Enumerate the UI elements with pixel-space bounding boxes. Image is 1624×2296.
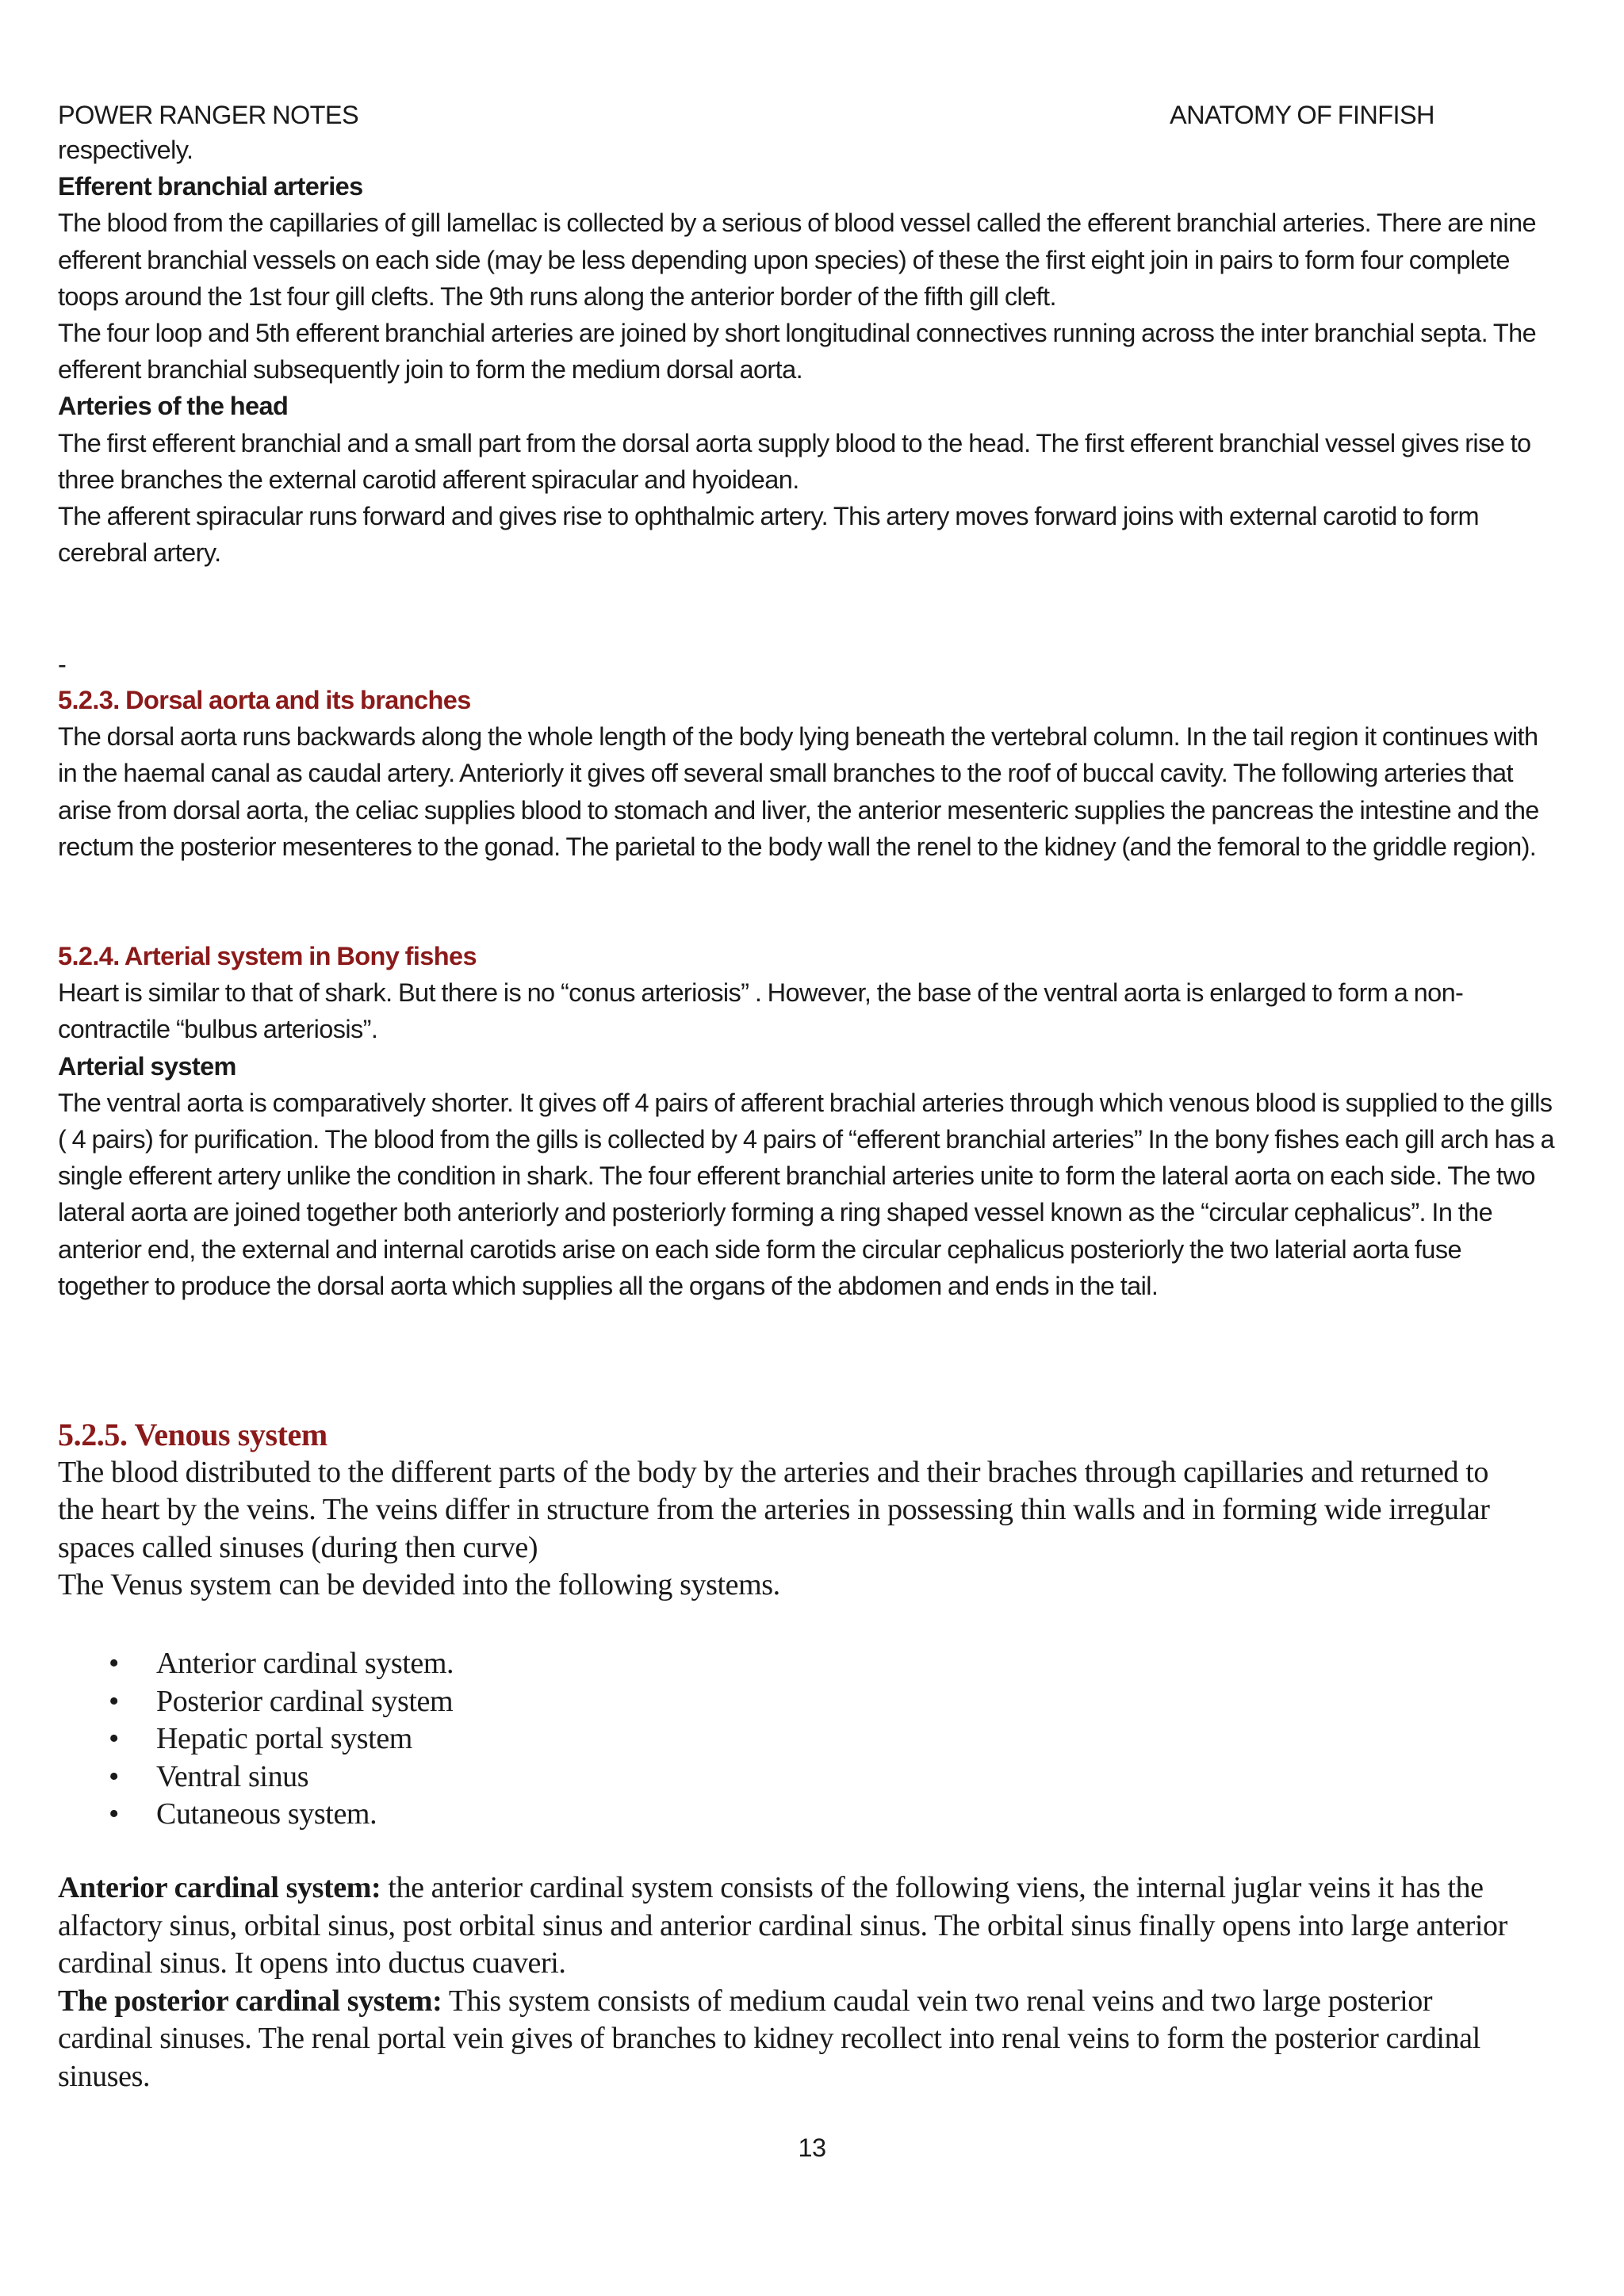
list-item: • Cutaneous system. — [58, 1796, 1485, 1834]
paragraph-posterior-cardinal — [58, 1983, 1529, 2096]
bullet-icon: • — [109, 1684, 119, 1718]
posterior-cardinal-label: The posterior cardinal system: — [58, 1984, 442, 2018]
header-left-title: POWER RANGER NOTES — [58, 101, 359, 129]
dash-marker — [58, 646, 1557, 683]
paragraph-respectively: respectively. — [58, 136, 193, 164]
section-5-2-4 — [58, 938, 1557, 1304]
anterior-cardinal-text: the anterior cardinal system consists of the following viens, the internal juglar veins it has the alfactory sinus, orbital sinus, post orbital sinus and anterior cardinal sinus. The orbital sinus finally opens into large anterior cardinal sinus. It opens into ductus cuaveri. — [58, 1871, 1507, 1980]
list-item: • Posterior cardinal system — [58, 1683, 1485, 1721]
bullet-icon: • — [109, 1647, 119, 1680]
paragraph-5-2-5-1: The blood distributed to the different parts of the body by the arteries and their braches through capillaries and returned to the heart by the veins. The veins differ in structure from the arteries in possessing thin walls and in forming wide irregular spaces called sinuses (during then curve) — [58, 1455, 1490, 1564]
anterior-cardinal-label: Anterior cardinal system: — [58, 1871, 381, 1904]
heading-5-2-4: 5.2.4. Arterial system in Bony fishes — [58, 942, 477, 970]
list-item: • Ventral sinus — [58, 1758, 1485, 1797]
venous-systems-list — [58, 1645, 1485, 1834]
paragraph-5-2-3: The dorsal aorta runs backwards along the whole length of the body lying beneath the vertebral column. In the tail region it continues with in the haemal canal as caudal artery. Anteriorly it gives off several small branches to the roof of buccal cavity. The following arteries that arise from dorsal aorta, the celiac supplies blood to stomach and liver, the anterior mesenteric supplies the pancreas the intestine and the rectum the posterior mesenteres to the gonad. The parietal to the body wall the renel to the kidney (and the femoral to the griddle region). — [58, 722, 1539, 861]
bullet-icon: • — [109, 1797, 119, 1831]
posterior-cardinal-text: This system consists of medium caudal vein two renal veins and two large posterior cardinal sinuses. The renal portal vein gives of branches to kidney recollect into renal veins to form the posterior cardinal sinuses. — [58, 1984, 1480, 2093]
heading-efferent-branchial: Efferent branchial arteries — [58, 172, 363, 201]
bullet-icon: • — [109, 1759, 119, 1793]
dash-text: - — [58, 650, 67, 679]
page-number: 13 — [798, 2133, 826, 2162]
paragraph-5-2-5-2: The Venus system can be devided into the following systems. — [58, 1568, 780, 1601]
page-header — [58, 97, 1450, 133]
bullet-icon: • — [109, 1722, 119, 1755]
section-5-2-3 — [58, 682, 1557, 865]
top-section — [58, 132, 1557, 571]
paragraph-head-1: The first efferent branchial and a small part from the dorsal aorta supply blood to the head. The first efferent branchial vessel gives rise to three branches the external carotid afferent spiracular and hyoidean. — [58, 428, 1531, 494]
header-right-title: ANATOMY OF FINFISH — [1170, 101, 1434, 129]
list-item: • Anterior cardinal system. — [58, 1645, 1485, 1683]
paragraph-arterial-system: The ventral aorta is comparatively shorter. It gives off 4 pairs of afferent brachial arteries through which venous blood is supplied to the gills ( 4 pairs) for purification. The blood from the gills is collected by 4 pairs of “efferent branchial arteries” In the bony fishes each gill arch has a single efferent artery unlike the condition in shark. The four efferent branchial arteries unite to form the lateral aorta on each side. The two lateral aorta are joined together both anteriorly and posteriorly forming a ring shaped vessel known as the “circular cephalicus”. In the anterior end, the external and internal carotids arise on each side form the circular cephalicus posteriorly the two laterial aorta fuse together to produce the dorsal aorta which supplies all the organs of the abdomen and ends in the tail. — [58, 1088, 1554, 1300]
paragraph-anterior-cardinal — [58, 1869, 1529, 1983]
heading-arteries-head: Arteries of the head — [58, 392, 289, 421]
heading-arterial-system: Arterial system — [58, 1051, 236, 1081]
paragraph-head-2: The afferent spiracular runs forward and gives rise to ophthalmic artery. This artery moves forward joins with external carotid to form cerebral artery. — [58, 502, 1480, 568]
section-5-2-5 — [58, 1416, 1529, 1605]
list-item: • Hepatic portal system — [58, 1720, 1485, 1758]
cardinal-systems — [58, 1869, 1529, 2095]
paragraph-efferent-2: The four loop and 5th efferent branchial arteries are joined by short longitudinal connectives running across the inter branchial septa. The efferent branchial subsequently join to form the medium dorsal aorta. — [58, 319, 1537, 385]
heading-5-2-3: 5.2.3. Dorsal aorta and its branches — [58, 686, 471, 714]
paragraph-5-2-4: Heart is similar to that of shark. But there is no “conus arteriosis” . However, the base of the ventral aorta is enlarged to form a non-contractile “bulbus arteriosis”. — [58, 978, 1464, 1044]
paragraph-efferent-1: The blood from the capillaries of gill lamellac is collected by a serious of blood vessel called the efferent branchial arteries. There are nine efferent branchial vessels on each side (may be less depending upon species) of these the first eight join in pairs to form four complete toops around the 1st four gill clefts. The 9th runs along the anterior border of the fifth gill cleft. — [58, 209, 1536, 311]
heading-5-2-5: 5.2.5. Venous system — [58, 1417, 327, 1452]
